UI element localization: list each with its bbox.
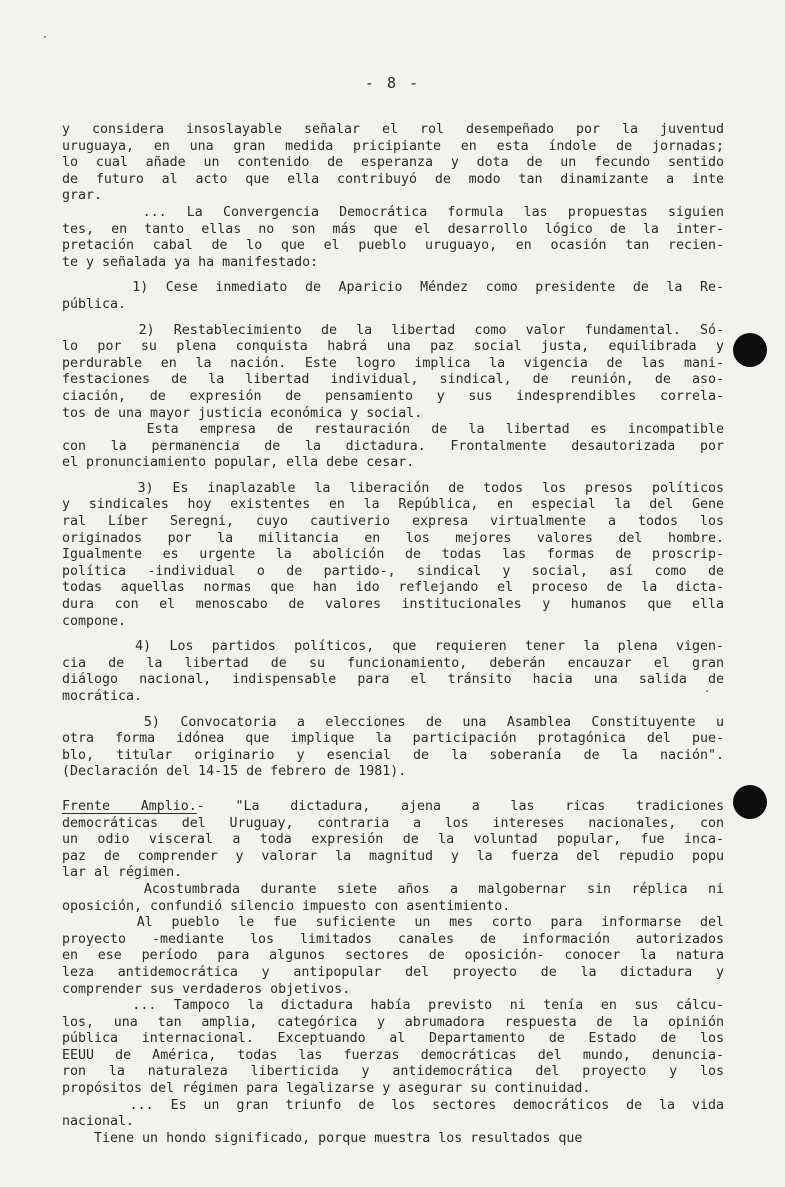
page-number: - 8 -: [364, 74, 421, 92]
paragraph: [62, 882, 724, 915]
text-line: ral Líber Seregni, cuyo cautiverio expresa virtualmente a todos los: [62, 514, 724, 530]
text-line: pretación cabal de lo que el pueblo uruguayo, en ocasión tan recien-: [62, 238, 724, 254]
paper-speck: [44, 36, 46, 38]
text-line: originados por la militancia en los mejores valores del hombre.: [62, 530, 724, 546]
paragraph: [62, 422, 724, 472]
text-line: y sindicales hoy existentes en la República, en especial la del Gene: [62, 497, 724, 513]
text-line: ciación, de expresión de pensamiento y sus indesprendibles correla-: [62, 388, 724, 404]
text-line: tes, en tanto ellas no son más que el desarrollo lógico de la inter-: [62, 221, 724, 237]
text-line: [62, 799, 724, 816]
text-line: ... La Convergencia Democrática formula las propuestas siguien: [62, 204, 724, 220]
paragraph: [62, 630, 724, 705]
text-line: te y señalada ya ha manifestado:: [62, 254, 319, 270]
text-line: 2) Restablecimiento de la libertad como valor fundamental. Só-: [62, 322, 724, 338]
text-line: política -individual o de partido-, sindical y social, así como de: [62, 563, 724, 579]
text-line: leza antidemocrática y antipopular del proyecto de la dictadura y: [62, 964, 724, 980]
text-line: de futuro al acto que ella contribuyó de modo tan dinamizante a inte: [62, 171, 724, 187]
text-line: pública internacional. Exceptuando al Departamento de Estado de los: [62, 1031, 724, 1047]
text-line: con la permanencia de la dictadura. Frontalmente desautorizada por: [62, 438, 724, 454]
text-line: 5) Convocatoria a elecciones de una Asamblea Constituyente u: [62, 714, 724, 730]
text-line: proyecto -mediante los limitados canales de información autorizados: [62, 931, 724, 947]
text-line: propósitos del régimen para legalizarse y asegurar su continuidad.: [62, 1081, 591, 1097]
text-line: Acostumbrada durante siete años a malgobernar sin réplica ni: [62, 881, 724, 897]
paragraph: [62, 472, 724, 630]
text-line: un odio visceral a toda expresión de la voluntad popular, fue inca-: [62, 832, 724, 848]
text-line: festaciones de la libertad individual, sindical, de reunión, de aso-: [62, 372, 724, 388]
text-line: Al pueblo le fue suficiente un mes corto para informarse del: [62, 915, 724, 931]
text-line: Esta empresa de restauración de la libertad es incompatible: [62, 422, 724, 438]
text-line: ... Es un gran triunfo de los sectores democráticos de la vida: [62, 1097, 724, 1113]
paragraph-spacer: [62, 271, 724, 280]
text-line: ron la naturaleza liberticida y antidemocrática del proyecto y los: [62, 1064, 724, 1080]
text-line: nacional.: [62, 1114, 135, 1130]
text-line: y considera insoslayable señalar el rol desempeñado por la juventud: [62, 122, 724, 137]
text-line: 3) Es inaplazable la liberación de todos los presos políticos: [62, 480, 724, 496]
text-line: grar.: [62, 188, 103, 204]
paper-speck: [706, 690, 708, 692]
text-line: lar al régimen.: [62, 865, 183, 881]
text-line: Igualmente es urgente la abolición de todas las formas de proscrip-: [62, 547, 724, 563]
paragraph: [62, 1098, 724, 1131]
text-line: mocrática.: [62, 689, 143, 704]
text-line: 4) Los partidos políticos, que requieren tener la plena vigen-: [62, 639, 724, 655]
paragraph: [62, 915, 724, 998]
text-line: democráticas del Uruguay, contraria a los intereses nacionales, con: [62, 815, 724, 831]
text-line: compone.: [62, 613, 127, 629]
text-run: - "La dictadura, ajena a las ricas tradiciones: [196, 798, 724, 814]
paragraph-spacer: [62, 314, 724, 323]
paragraph: [62, 205, 724, 271]
text-line: uruguaya, en una gran medida pricipiante en esta índole de jornadas;: [62, 138, 724, 154]
paragraph: [62, 781, 724, 882]
document-body: [62, 122, 724, 1147]
paragraph-spacer: [62, 472, 724, 481]
section-heading: Frente Amplio.: [62, 798, 197, 814]
punch-hole: [733, 785, 767, 819]
text-line: los, una tan amplia, categórica y abrumadora respuesta de la opinión: [62, 1014, 724, 1030]
text-line: pública.: [62, 296, 127, 312]
text-line: dura con el menoscabo de valores institucionales y humanos que ella: [62, 597, 724, 613]
text-line: ... Tampoco la dictadura había previsto ni tenía en sus cálcu-: [62, 998, 724, 1014]
punch-hole: [733, 333, 767, 367]
text-line: en ese período para algunos sectores de oposición- conocer la natura: [62, 948, 724, 964]
text-line: cia de la libertad de su funcionamiento, deberán encauzar el gran: [62, 655, 724, 671]
text-line: paz de comprender y valorar la magnitud y la fuerza del repudio popu: [62, 848, 724, 864]
text-line: otra forma idónea que implique la participación protagónica del pue-: [62, 731, 724, 747]
paragraph-spacer: [62, 781, 724, 799]
paragraph-spacer: [62, 630, 724, 639]
text-line: lo por su plena conquista habrá una paz social justa, equilibrada y: [62, 339, 724, 355]
paragraph: [62, 1131, 724, 1148]
text-line: comprender sus verdaderos objetivos.: [62, 981, 351, 997]
text-line: diálogo nacional, indispensable para el tránsito hacia una salida de: [62, 672, 724, 688]
paragraph: [62, 998, 724, 1098]
text-line: EEUU de América, todas las fuerzas democráticas del mundo, denuncia-: [62, 1047, 724, 1063]
paragraph-spacer: [62, 706, 724, 715]
text-line: perdurable en la nación. Este logro implica la vigencia de las mani-: [62, 355, 724, 371]
paragraph: [62, 314, 724, 423]
text-line: blo, titular originario y esencial de la soberanía de la nación".: [62, 747, 724, 763]
text-line: el pronunciamiento popular, ella debe cesar.: [62, 455, 415, 471]
text-line: 1) Cese inmediato de Aparicio Méndez como presidente de la Re-: [62, 280, 724, 296]
text-line: Tiene un hondo significado, porque muestra los resultados que: [62, 1130, 583, 1146]
text-line: todas aquellas normas que han ido reflejando el proceso de la dicta-: [62, 580, 724, 596]
paragraph: [62, 122, 724, 205]
text-line: (Declaración del 14-15 de febrero de 1981).: [62, 764, 407, 780]
paragraph: [62, 706, 724, 781]
text-line: tos de una mayor justicia económica y social.: [62, 405, 423, 421]
text-line: oposición, confundió silencio impuesto con asentimiento.: [62, 898, 511, 914]
paragraph: [62, 271, 724, 313]
text-line: lo cual añade un contenido de esperanza y dota de un fecundo sentido: [62, 155, 724, 171]
